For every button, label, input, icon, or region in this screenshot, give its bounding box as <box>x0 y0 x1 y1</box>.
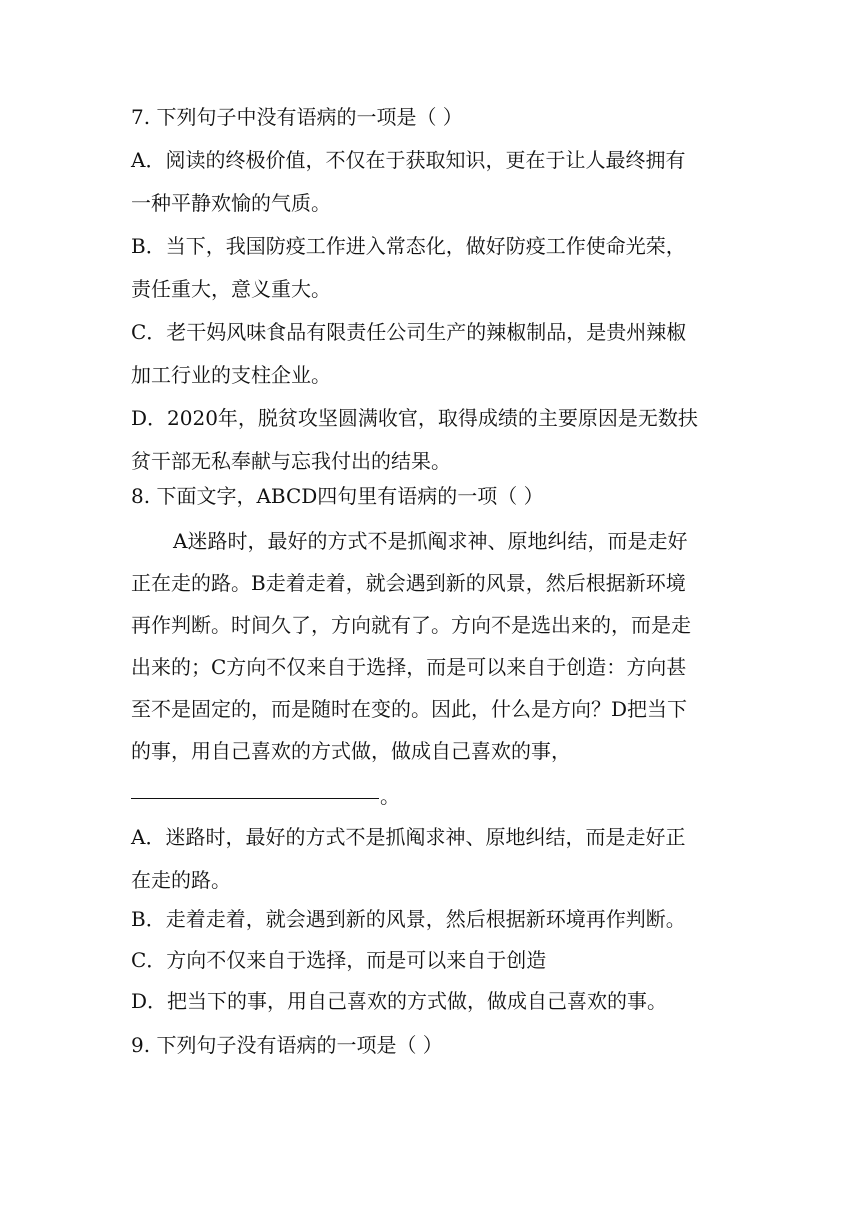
q8-option-a-line1: A．迷路时，最好的方式不是抓阄求神、原地纠结，而是走好正 <box>131 825 686 849</box>
q8-passage-line5: 至不是固定的，而是随时在变的。因此，什么是方向？D把当下 <box>131 697 688 721</box>
q8-option-d: D．把当下的事，用自己喜欢的方式做，做成自己喜欢的事。 <box>131 989 668 1013</box>
q8-passage-line1: A迷路时，最好的方式不是抓阄求神、原地纠结，而是走好 <box>173 529 688 553</box>
q7-option-b-line2: 责任重大，意义重大。 <box>131 277 331 301</box>
q8-option-c: C．方向不仅来自于选择，而是可以来自于创造 <box>131 948 547 972</box>
q8-passage-line6: 的事，用自己喜欢的方式做，做成自己喜欢的事， <box>131 739 571 763</box>
q7-option-d-line2: 贫干部无私奉献与忘我付出的结果。 <box>131 449 451 473</box>
question-7-stem: 7. 下列句子中没有语病的一项是（ ） <box>131 105 463 129</box>
q8-passage-line2: 正在走的路。B走着走着，就会遇到新的风景，然后根据新环境 <box>131 571 686 595</box>
q8-blank-period: 。 <box>380 784 400 808</box>
question-9-stem: 9. 下列句子没有语病的一项是（ ） <box>131 1033 443 1057</box>
q7-option-c-line2: 加工行业的支柱企业。 <box>131 363 331 387</box>
q7-option-d-line1: D．2020年，脱贫攻坚圆满收官，取得成绩的主要原因是无数扶 <box>131 406 698 430</box>
q8-passage-line4: 出来的；C方向不仅来自于选择，而是可以来自于创造：方向甚 <box>131 655 687 679</box>
q7-option-c-line1: C．老干妈风味食品有限责任公司生产的辣椒制品，是贵州辣椒 <box>131 320 687 344</box>
q7-option-a-line1: A．阅读的终极价值，不仅在于获取知识，更在于让人最终拥有 <box>131 148 686 172</box>
q8-answer-blank <box>131 798 379 799</box>
q8-option-b: B．走着走着，就会遇到新的风景，然后根据新环境再作判断。 <box>131 907 686 931</box>
q7-option-b-line1: B．当下，我国防疫工作进入常态化，做好防疫工作使命光荣， <box>131 234 686 258</box>
q8-passage-line3: 再作判断。时间久了，方向就有了。方向不是选出来的，而是走 <box>131 613 691 637</box>
q7-option-a-line2: 一种平静欢愉的气质。 <box>131 191 331 215</box>
question-8-stem: 8. 下面文字，ABCD四句里有语病的一项（ ） <box>131 484 544 508</box>
q8-option-a-line2: 在走的路。 <box>131 868 231 892</box>
